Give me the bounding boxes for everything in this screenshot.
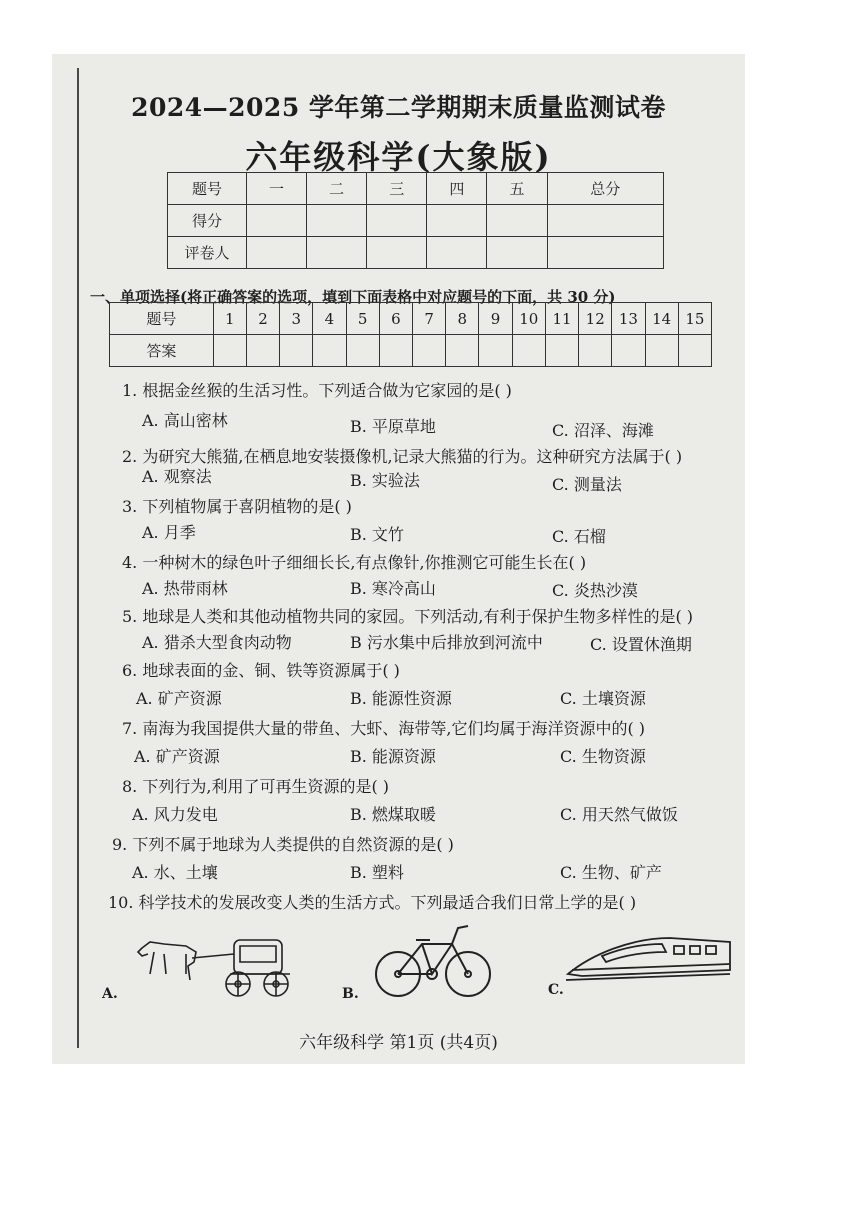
- answer-cell[interactable]: [579, 335, 612, 367]
- score-header-cell: 五: [487, 173, 547, 205]
- question-5-option-c: C. 设置休渔期: [590, 635, 692, 654]
- grader-row: [168, 237, 664, 269]
- question-10: 10. 科学技术的发展改变人类的生活方式。下列最适合我们日常上学的是( ): [108, 893, 637, 912]
- exam-subject-title: 六年级科学(大象版): [245, 138, 552, 176]
- question-5: 5. 地球是人类和其他动植物共同的家园。下列活动,有利于保护生物多样性的是( ): [122, 607, 694, 626]
- grader-cell[interactable]: [367, 237, 427, 269]
- answer-cell[interactable]: [545, 335, 578, 367]
- question-10-option-c-label: C.: [548, 982, 564, 998]
- question-3-option-a: A. 月季: [142, 523, 196, 542]
- question-8-option-c: C. 用天然气做饭: [560, 805, 678, 824]
- question-number-cell: 8: [446, 303, 479, 335]
- question-5-option-a: A. 猎杀大型食肉动物: [142, 633, 292, 652]
- answer-cell[interactable]: [379, 335, 412, 367]
- binding-margin-line: [77, 68, 79, 1048]
- question-2-option-c: C. 测量法: [552, 475, 622, 494]
- question-number-cell: 4: [313, 303, 346, 335]
- question-6-option-b: B. 能源性资源: [350, 689, 452, 708]
- question-2-option-b: B. 实验法: [350, 471, 420, 490]
- score-header-cell: 总分: [547, 173, 663, 205]
- question-4-option-b: B. 寒冷高山: [350, 579, 436, 598]
- answer-cell[interactable]: [479, 335, 512, 367]
- question-3-option-b: B. 文竹: [350, 525, 404, 544]
- question-1: 1. 根据金丝猴的生活习性。下列适合做为它家园的是( ): [122, 381, 512, 400]
- exam-page: [52, 54, 745, 1064]
- grader-cell[interactable]: [427, 237, 487, 269]
- answer-cell[interactable]: [678, 335, 711, 367]
- question-number-cell: 7: [413, 303, 446, 335]
- question-number-cell: 11: [545, 303, 578, 335]
- question-4: 4. 一种树木的绿色叶子细细长长,有点像针,你推测它可能生长在( ): [122, 553, 587, 572]
- question-6-option-a: A. 矿产资源: [136, 689, 222, 708]
- question-2-option-a: A. 观察法: [142, 467, 212, 486]
- answer-cell[interactable]: [246, 335, 279, 367]
- score-cell[interactable]: [427, 205, 487, 237]
- question-number-cell: 15: [678, 303, 711, 335]
- grader-cell[interactable]: [307, 237, 367, 269]
- question-1-option-b: B. 平原草地: [350, 417, 436, 436]
- question-number-cell: 13: [612, 303, 645, 335]
- question-number-cell: 2: [246, 303, 279, 335]
- score-table-header-row: [168, 173, 664, 205]
- answer-table-row-label: 题号: [110, 303, 214, 335]
- score-cell[interactable]: [367, 205, 427, 237]
- exam-title: 2024—2025 学年第二学期期末质量监测试卷: [131, 93, 666, 122]
- question-8: 8. 下列行为,利用了可再生资源的是( ): [122, 777, 390, 796]
- question-7: 7. 南海为我国提供大量的带鱼、大虾、海带等,它们均属于海洋资源中的( ): [122, 719, 646, 738]
- score-header-cell: 题号: [168, 173, 247, 205]
- answer-cell[interactable]: [645, 335, 678, 367]
- question-4-option-c: C. 炎热沙漠: [552, 581, 638, 600]
- answer-table-number-row: [110, 303, 712, 335]
- question-1-option-a: A. 高山密林: [142, 411, 228, 430]
- question-3-option-c: C. 石榴: [552, 527, 606, 546]
- question-number-cell: 10: [512, 303, 545, 335]
- question-10-option-a-label: A.: [102, 986, 118, 1002]
- score-header-cell: 三: [367, 173, 427, 205]
- answer-table-row-label: 答案: [110, 335, 214, 367]
- grader-cell[interactable]: [247, 237, 307, 269]
- question-7-option-c: C. 生物资源: [560, 747, 646, 766]
- answer-cell[interactable]: [512, 335, 545, 367]
- score-cell[interactable]: [247, 205, 307, 237]
- question-8-option-a: A. 风力发电: [132, 805, 218, 824]
- question-10-option-b-label: B.: [342, 986, 359, 1002]
- question-6: 6. 地球表面的金、铜、铁等资源属于( ): [122, 661, 400, 680]
- bicycle-icon: [370, 922, 496, 1002]
- answer-cell[interactable]: [346, 335, 379, 367]
- question-1-option-c: C. 沼泽、海滩: [552, 421, 654, 440]
- question-3: 3. 下列植物属于喜阴植物的是( ): [122, 497, 352, 516]
- grader-row-label: 评卷人: [168, 237, 247, 269]
- question-2: 2. 为研究大熊猫,在栖息地安装摄像机,记录大熊猫的行为。这种研究方法属于( ): [122, 447, 683, 466]
- grader-cell[interactable]: [547, 237, 663, 269]
- answer-cell[interactable]: [313, 335, 346, 367]
- answer-cell[interactable]: [213, 335, 246, 367]
- score-cell[interactable]: [547, 205, 663, 237]
- question-9: 9. 下列不属于地球为人类提供的自然资源的是( ): [112, 835, 454, 854]
- score-row: [168, 205, 664, 237]
- score-header-cell: 二: [307, 173, 367, 205]
- question-number-cell: 14: [645, 303, 678, 335]
- question-9-option-a: A. 水、土壤: [132, 863, 218, 882]
- question-5-option-b: B 污水集中后排放到河流中: [350, 633, 543, 652]
- question-9-option-b: B. 塑料: [350, 863, 404, 882]
- answer-cell[interactable]: [612, 335, 645, 367]
- horse-carriage-icon: [134, 930, 304, 1000]
- question-6-option-c: C. 土壤资源: [560, 689, 646, 708]
- grader-cell[interactable]: [487, 237, 547, 269]
- score-header-cell: 四: [427, 173, 487, 205]
- answer-cell[interactable]: [446, 335, 479, 367]
- question-number-cell: 5: [346, 303, 379, 335]
- question-8-option-b: B. 燃煤取暖: [350, 805, 436, 824]
- question-7-option-b: B. 能源资源: [350, 747, 436, 766]
- question-9-option-c: C. 生物、矿产: [560, 863, 662, 882]
- score-cell[interactable]: [307, 205, 367, 237]
- question-number-cell: 9: [479, 303, 512, 335]
- section-heading: 一、单项选择(将正确答案的选项，填到下面表格中对应题号的下面，共 30 分): [90, 288, 616, 306]
- answer-cell[interactable]: [280, 335, 313, 367]
- question-7-option-a: A. 矿产资源: [134, 747, 220, 766]
- question-4-option-a: A. 热带雨林: [142, 579, 228, 598]
- answer-table: [109, 302, 712, 367]
- score-cell[interactable]: [487, 205, 547, 237]
- question-number-cell: 6: [379, 303, 412, 335]
- score-row-label: 得分: [168, 205, 247, 237]
- answer-table-answer-row: [110, 335, 712, 367]
- score-header-cell: 一: [247, 173, 307, 205]
- score-table: [167, 172, 664, 269]
- question-number-cell: 1: [213, 303, 246, 335]
- high-speed-train-icon: [562, 930, 732, 988]
- question-number-cell: 3: [280, 303, 313, 335]
- answer-cell[interactable]: [413, 335, 446, 367]
- page-footer: 六年级科学 第1页 (共4页): [299, 1033, 498, 1053]
- question-number-cell: 12: [579, 303, 612, 335]
